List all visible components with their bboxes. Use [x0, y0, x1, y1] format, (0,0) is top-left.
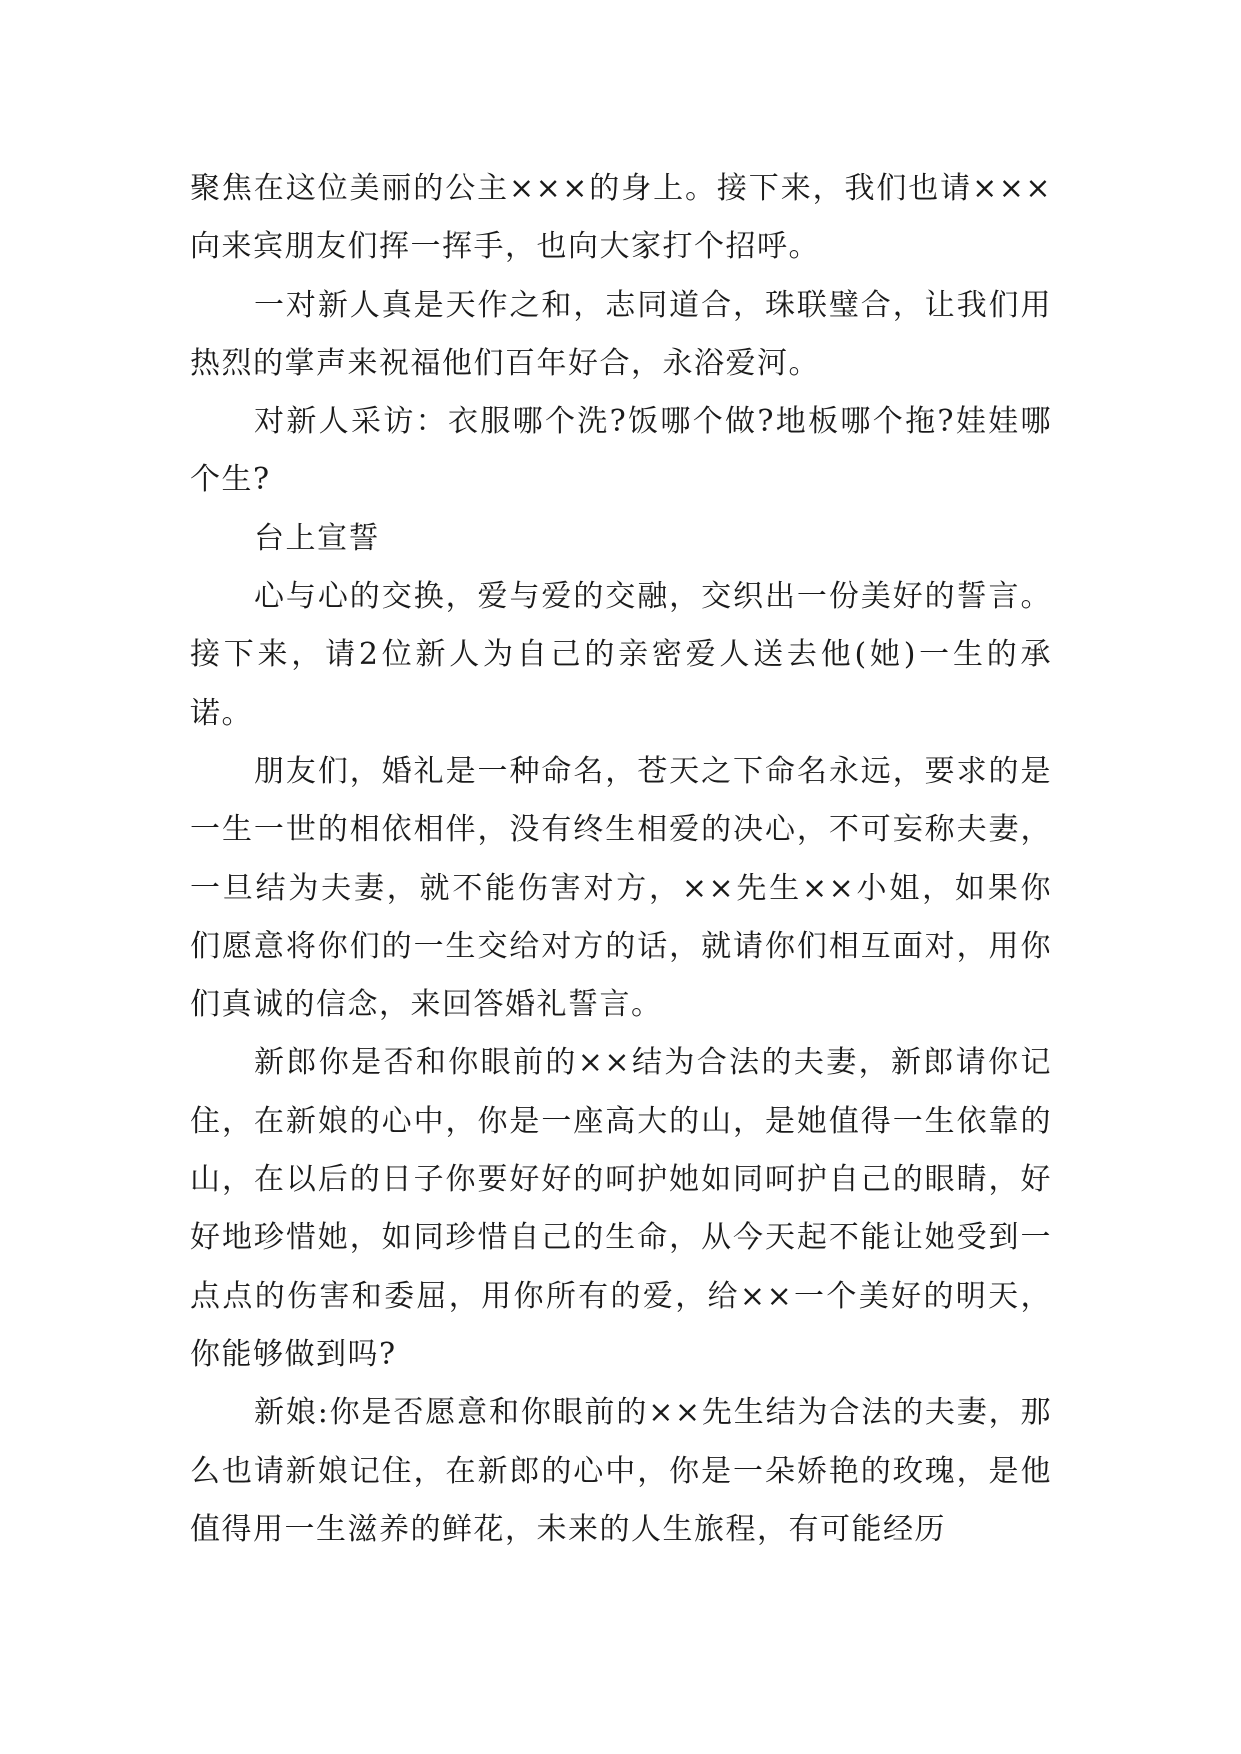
paragraph-2: 一对新人真是天作之和，志同道合，珠联璧合，让我们用热烈的掌声来祝福他们百年好合，永浴爱河。	[190, 287, 1052, 381]
paragraph-1: 聚焦在这位美丽的公主×××的身上。接下来，我们也请×××向来宾朋友们挥一挥手，也向大家打个招呼。	[190, 171, 1052, 265]
document-body	[190, 160, 1052, 1559]
section-heading-vow: 台上宣誓	[254, 520, 380, 556]
paragraph-7: 新郎你是否和你眼前的××结为合法的夫妻，新郎请你记住，在新娘的心中，你是一座高大的山，是她值得一生依靠的山，在以后的日子你要好好的呵护她如同呵护自己的眼睛，好好地珍惜她，如同珍惜自己的生命，从今天起不能让她受到一点点的伤害和委屈，用你所有的爱，给××一个美好的明天，你能够做到吗?	[190, 1045, 1052, 1372]
paragraph-8: 新娘:你是否愿意和你眼前的××先生结为合法的夫妻，那么也请新娘记住，在新郎的心中，你是一朵娇艳的玫瑰，是他值得用一生滋养的鲜花，未来的人生旅程，有可能经历	[190, 1395, 1052, 1547]
paragraph-6: 朋友们，婚礼是一种命名，苍天之下命名永远，要求的是一生一世的相依相伴，没有终生相爱的决心，不可妄称夫妻，一旦结为夫妻，就不能伤害对方，××先生××小姐，如果你们愿意将你们的一生交给对方的话，就请你们相互面对，用你们真诚的信念，来回答婚礼誓言。	[190, 753, 1052, 1023]
paragraph-3: 对新人采访：衣服哪个洗?饭哪个做?地板哪个拖?娃娃哪个生?	[190, 404, 1052, 498]
paragraph-5: 心与心的交换，爱与爱的交融，交织出一份美好的誓言。接下来，请2位新人为自己的亲密爱人送去他(她)一生的承诺。	[190, 579, 1052, 731]
